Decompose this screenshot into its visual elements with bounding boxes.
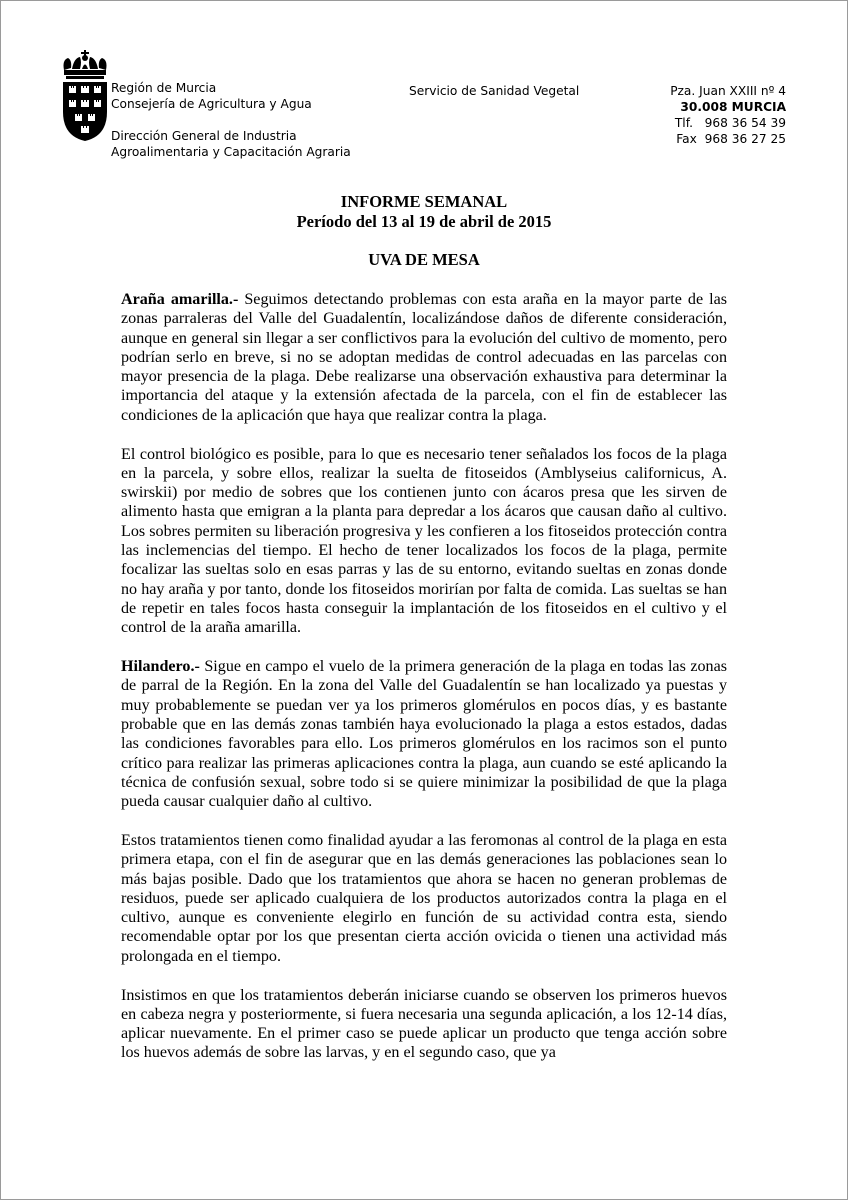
paragraph-text: El control biológico es posible, para lo que es necesario tener señalados los focos de la plaga en la parcela, y sobre ellos, realizar la suelta de fitoseidos (Amblyseius californicus, A. swirskii) por medio de sobres que los contienen junto con ácaros presa que les sirven de alimento hasta que emigran a la planta para depredar a los ácaros que causan daño al cultivo. Los sobres permiten su liberación progresiva y les confieren a los fitoseidos protección contra las inclemencias del tiempo. El hecho de tener localizados los focos de la plaga, permite focalizar las sueltas solo en esas parras y las de su entorno, evitando sueltas en zonas donde no hay araña y por tanto, donde los fitoseidos morirían por falta de comida. Las sueltas se han de repetir en tales focos hasta conseguir la implantación de los fitoseidos en el cultivo y el control de la araña amarilla. — [121, 445, 727, 637]
paragraph-hilandero — [121, 657, 727, 811]
address-block — [670, 83, 786, 147]
region-coat-of-arms-icon — [60, 50, 110, 142]
paragraph-control-biologico — [121, 445, 727, 638]
paragraph-text: Seguimos detectando problemas con esta araña en la mayor parte de las zonas parraleras del Valle del Guadalentín, localizándose daños de diferente consideración, aunque en general sin llegar a ser conflictivos para la evolución del cultivo de momento, pero podrían serlo en breve, si no se adoptan medidas de control adecuadas en las parcelas con mayor presencia de la plaga. Debe realizarse una observación exhaustiva para determinar la importancia del ataque y la extensión afectada de la parcela, con el fin de establecer las condiciones de la aplicación que haya que realizar contra la plaga. — [121, 291, 727, 424]
service-name: Servicio de Sanidad Vegetal — [409, 84, 580, 98]
paragraph-tratamientos — [121, 831, 727, 966]
address-city: 30.008 MURCIA — [680, 100, 786, 114]
org-region: Región de Murcia — [111, 81, 217, 95]
address-fax: Fax 968 36 27 25 — [676, 132, 786, 146]
org-ministry: Consejería de Agricultura y Agua — [111, 97, 312, 111]
dept-line2: Agroalimentaria y Capacitación Agraria — [111, 145, 351, 159]
address-phone: Tlf. 968 36 54 39 — [674, 116, 786, 130]
letterhead — [0, 0, 848, 170]
paragraph-text: Estos tratamientos tienen como finalidad ayudar a las feromonas al control de la plaga en esta primera etapa, con el fin de asegurar que en las demás generaciones las poblaciones sean lo más bajas posible. Dado que los tratamientos que ahora se hacen no generan problemas de residuos, puede ser aplicado cualquiera de los productos autorizados contra la plaga en el cultivo, aunque es conveniente elegirlo en función de su actividad contra esta, siendo recomendable optar por los que presentan cierta acción ovicida o tienen una actividad más prolongada en el tiempo. — [121, 831, 727, 965]
paragraph-text: Sigue en campo el vuelo de la primera generación de la plaga en todas las zonas de parral de la Región. En la zona del Valle del Guadalentín se han localizado ya puestas y muy probablemente se puedan ver ya los primeros glomérulos en pocos días, y es bastante probable que en las demás zonas también haya evolucionado la plaga a estos estados, dadas las condiciones favorables para ello. Los primeros glomérulos en los racimos son el punto crítico para realizar las primeras aplicaciones contra la plaga, aun cuando se esté aplicando la técnica de confusión sexual, sobre todo si se quiere minimizar la posibilidad de que la plaga pueda causar cualquier daño al cultivo. — [121, 658, 727, 811]
paragraph-text: Insistimos en que los tratamientos deberán iniciarse cuando se observen los primeros huevos en cabeza negra y posteriormente, si fuera necesaria una segunda aplicación, a los 12-14 días, aplicar nuevamente. En el primer caso se puede aplicar un producto que tenga acción sobre los huevos además de sobre las larvas, y en el segundo caso, que ya — [121, 986, 727, 1062]
paragraph-arana-amarilla — [121, 290, 727, 425]
paragraph-lead: Hilandero.- — [121, 658, 200, 676]
report-title: INFORME SEMANAL — [340, 192, 508, 211]
address-street: Pza. Juan XXIII nº 4 — [670, 84, 786, 98]
report-period: Período del 13 al 19 de abril de 2015 — [296, 212, 552, 231]
paragraph-lead: Araña amarilla.- — [121, 291, 239, 308]
dept-line1: Dirección General de Industria — [111, 129, 297, 143]
report-titles — [0, 192, 848, 270]
section-title: UVA DE MESA — [368, 250, 480, 269]
paragraph-insistimos — [121, 986, 727, 1063]
report-body — [121, 290, 727, 1082]
organization-block — [111, 80, 351, 160]
